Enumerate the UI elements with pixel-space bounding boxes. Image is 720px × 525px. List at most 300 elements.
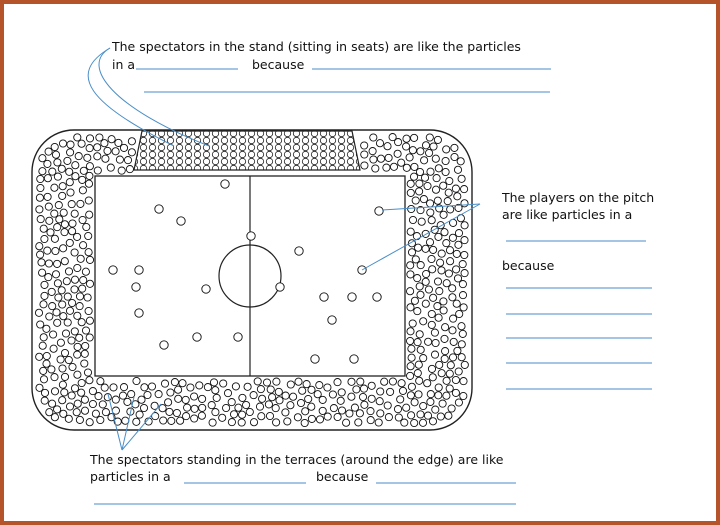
terrace-spectator	[107, 164, 114, 171]
terrace-spectator	[212, 409, 219, 416]
player	[247, 232, 255, 240]
stadium-diagram	[4, 4, 716, 521]
terrace-spectator	[406, 154, 413, 161]
terrace-spectator	[438, 370, 445, 377]
terrace-spectator	[421, 157, 428, 164]
terrace-spectator	[208, 402, 215, 409]
terrace-spectator	[308, 403, 315, 410]
terrace-spectator	[413, 233, 420, 240]
terrace-spectator	[66, 403, 73, 410]
terrace-spectator	[287, 381, 294, 388]
terrace-spectator	[376, 398, 383, 405]
terrace-spectator	[85, 249, 92, 256]
terrace-spectator	[440, 182, 447, 189]
player	[221, 180, 229, 188]
terrace-spectator	[246, 408, 253, 415]
terrace-spectator	[447, 258, 454, 265]
terrace-spectator	[435, 165, 442, 172]
terrace-spectator	[282, 409, 289, 416]
terrace-spectator	[376, 140, 383, 147]
terrace-spectator	[426, 134, 433, 141]
player	[295, 247, 303, 255]
terrace-spectator	[76, 334, 83, 341]
terrace-spectator	[439, 400, 446, 407]
terrace-spectator	[453, 300, 460, 307]
terrace-spectator	[432, 406, 439, 413]
terrace-spectator	[454, 166, 461, 173]
terrace-spectator	[257, 386, 264, 393]
terrace-spectator	[82, 342, 89, 349]
terrace-spectator	[99, 401, 106, 408]
terrace-spectator	[348, 378, 355, 385]
terrace-spectator	[428, 321, 435, 328]
terrace-spectator	[232, 383, 239, 390]
terrace-spectator	[128, 391, 135, 398]
terrace-spectator	[275, 388, 282, 395]
terrace-spectator	[377, 388, 384, 395]
terrace-spectator	[360, 385, 367, 392]
terrace-spectator	[441, 355, 448, 362]
terrace-spectator	[102, 409, 109, 416]
terrace-spectator	[409, 147, 416, 154]
terrace-spectator	[199, 395, 206, 402]
terrace-spectator	[43, 352, 50, 359]
terrace-spectator	[36, 384, 43, 391]
terrace-spectator	[71, 286, 78, 293]
terrace-spectator	[266, 412, 273, 419]
terrace-spectator	[65, 268, 72, 275]
terrace-spectator	[442, 157, 449, 164]
terrace-spectator	[54, 280, 61, 287]
terrace-spectator	[361, 162, 368, 169]
terrace-spectator	[387, 388, 394, 395]
terrace-spectator	[408, 205, 415, 212]
terrace-spectator	[39, 342, 46, 349]
terrace-spectator	[446, 385, 453, 392]
terrace-spectator	[148, 383, 155, 390]
terrace-spectator	[228, 419, 235, 426]
terrace-spectator	[324, 384, 331, 391]
terrace-spectator	[191, 393, 198, 400]
terrace-spectator	[61, 221, 68, 228]
terrace-spectator	[219, 414, 226, 421]
terrace-spectator	[41, 281, 48, 288]
terrace-spectator	[461, 270, 468, 277]
terrace-spectator	[408, 354, 415, 361]
terrace-spectator	[394, 150, 401, 157]
terrace-spectator	[40, 301, 47, 308]
terrace-spectator	[61, 373, 68, 380]
terrace-spectator	[45, 148, 52, 155]
terrace-spectator	[450, 315, 457, 322]
terrace-spectator	[235, 404, 242, 411]
terrace-spectator	[308, 386, 315, 393]
terrace-spectator	[77, 200, 84, 207]
terrace-spectator	[452, 185, 459, 192]
terrace-spectator	[427, 168, 434, 175]
terrace-spectator	[86, 172, 93, 179]
terrace-spectator	[441, 229, 448, 236]
terrace-spectator	[407, 337, 414, 344]
terrace-spectator	[74, 264, 81, 271]
terrace-spectator	[171, 379, 178, 386]
terrace-spectator	[414, 275, 421, 282]
terrace-spectator	[287, 402, 294, 409]
terrace-spectator	[86, 317, 93, 324]
terrace-spectator	[455, 241, 462, 248]
pitch-question-line2: are like particles in a	[502, 207, 633, 222]
terrace-spectator	[452, 376, 459, 383]
player	[350, 355, 358, 363]
terrace-spectator	[458, 323, 465, 330]
terrace-spectator	[461, 237, 468, 244]
terrace-spectator	[72, 173, 79, 180]
terrace-spectator	[82, 327, 89, 334]
terrace-spectator	[258, 413, 265, 420]
terrace-spectator	[276, 397, 283, 404]
terrace-spectator	[427, 398, 434, 405]
terrace-spectator	[84, 294, 91, 301]
terrace-spectator	[71, 276, 78, 283]
terrace-spectator	[45, 203, 52, 210]
terrace-spectator	[452, 389, 459, 396]
terrace-spectator	[426, 149, 433, 156]
terrace-spectator	[59, 301, 66, 308]
player	[276, 283, 284, 291]
terrace-spectator	[430, 246, 437, 253]
terrace-spectator	[454, 193, 461, 200]
terrace-spectator	[50, 345, 57, 352]
terrace-spectator	[101, 384, 108, 391]
terrace-spectator	[370, 156, 377, 163]
terrace-spectator	[428, 310, 435, 317]
terrace-spectator	[52, 271, 59, 278]
terrace-spectator	[361, 142, 368, 149]
terrace-spectator	[377, 410, 384, 417]
terrace-spectator	[209, 419, 216, 426]
terrace-spectator	[449, 354, 456, 361]
terrace-spectator	[454, 347, 461, 354]
terrace-spectator	[55, 202, 62, 209]
stand-question-prefix: in a	[112, 57, 136, 72]
terrace-spectator	[58, 165, 65, 172]
terrace-spectator	[37, 184, 44, 191]
terrace-spectator	[191, 405, 198, 412]
terrace-spectator	[116, 156, 123, 163]
terrace-spectator	[78, 389, 85, 396]
terrace-spectator	[89, 400, 96, 407]
terrace-spectator	[444, 198, 451, 205]
terrace-spectator	[416, 188, 423, 195]
terrace-spectator	[62, 330, 69, 337]
terrace-spectator	[403, 135, 410, 142]
terraces-question-line1: The spectators standing in the terraces (around the edge) are like	[90, 452, 504, 467]
terrace-spectator	[220, 380, 227, 387]
terrace-spectator	[256, 403, 263, 410]
terrace-spectator	[361, 401, 368, 408]
terrace-spectator	[60, 410, 67, 417]
terrace-spectator	[297, 399, 304, 406]
player	[135, 309, 143, 317]
terrace-spectator	[294, 414, 301, 421]
terrace-spectator	[198, 412, 205, 419]
terrace-spectator	[36, 206, 43, 213]
terrace-spectator	[446, 177, 453, 184]
terrace-spectator	[427, 209, 434, 216]
terrace-spectator	[167, 389, 174, 396]
terrace-spectator	[69, 220, 76, 227]
terrace-spectator	[40, 225, 47, 232]
terrace-spectator	[177, 417, 184, 424]
terrace-spectator	[166, 408, 173, 415]
terrace-spectator	[437, 259, 444, 266]
terrace-spectator	[415, 391, 422, 398]
terrace-spectator	[372, 165, 379, 172]
terrace-spectator	[59, 140, 66, 147]
terrace-spectator	[59, 397, 66, 404]
terrace-spectator	[407, 262, 414, 269]
player	[109, 266, 117, 274]
player	[160, 341, 168, 349]
terrace-spectator	[407, 228, 414, 235]
terrace-spectator	[443, 377, 450, 384]
terrace-spectator	[254, 378, 261, 385]
terrace-spectator	[445, 189, 452, 196]
terrace-spectator	[425, 338, 432, 345]
terrace-spectator	[436, 361, 443, 368]
terrace-spectator	[302, 408, 309, 415]
terrace-spectator	[43, 325, 50, 332]
terrace-spectator	[40, 367, 47, 374]
terrace-spectator	[431, 351, 438, 358]
terrace-spectator	[408, 412, 415, 419]
terrace-spectator	[52, 247, 59, 254]
terrace-spectator	[38, 259, 45, 266]
terrace-spectator	[407, 363, 414, 370]
terrace-spectator	[66, 239, 73, 246]
pitch-question-line1: The players on the pitch	[502, 190, 655, 205]
player	[348, 293, 356, 301]
terrace-spectator	[175, 386, 182, 393]
terrace-spectator	[40, 334, 47, 341]
terrace-spectator	[84, 369, 91, 376]
terrace-spectator	[453, 266, 460, 273]
terrace-spectator	[244, 383, 251, 390]
terrace-spectator	[94, 167, 101, 174]
terrace-spectator	[45, 260, 52, 267]
terrace-spectator	[110, 384, 117, 391]
terrace-spectator	[407, 372, 414, 379]
terrace-spectator	[459, 292, 466, 299]
terrace-spectator	[59, 183, 66, 190]
terrace-spectator	[120, 384, 127, 391]
terrace-spectator	[369, 148, 376, 155]
terrace-spectator	[112, 396, 119, 403]
terrace-spectator	[426, 239, 433, 246]
terrace-spectator	[64, 157, 71, 164]
player	[177, 217, 185, 225]
terrace-spectator	[52, 151, 59, 158]
terrace-spectator	[94, 153, 101, 160]
terrace-spectator	[115, 139, 122, 146]
terrace-spectator	[243, 401, 250, 408]
terrace-spectator	[48, 288, 55, 295]
terrace-spectator	[74, 351, 81, 358]
terrace-spectator	[416, 283, 423, 290]
terrace-spectator	[409, 216, 416, 223]
terrace-spectator	[443, 280, 450, 287]
terrace-spectator	[36, 243, 43, 250]
terrace-spectator	[238, 419, 245, 426]
terrace-spectator	[65, 356, 72, 363]
terrace-spectator	[81, 407, 88, 414]
terrace-spectator	[47, 229, 54, 236]
terrace-spectator	[79, 187, 86, 194]
terrace-spectator	[417, 148, 424, 155]
terrace-spectator	[213, 394, 220, 401]
terrace-spectator	[41, 292, 48, 299]
terrace-spectator	[403, 143, 410, 150]
terrace-spectator	[390, 163, 397, 170]
terrace-spectator	[460, 304, 467, 311]
terrace-spectator	[442, 348, 449, 355]
terrace-spectator	[457, 158, 464, 165]
terrace-spectator	[408, 383, 415, 390]
terraces-question-because: because	[316, 469, 369, 484]
terrace-spectator	[81, 350, 88, 357]
terrace-spectator	[97, 378, 104, 385]
terrace-spectator	[76, 303, 83, 310]
terrace-spectator	[118, 167, 125, 174]
terrace-spectator	[409, 320, 416, 327]
terrace-spectator	[86, 145, 93, 152]
terrace-spectator	[411, 399, 418, 406]
terrace-spectator	[67, 189, 74, 196]
terrace-spectator	[54, 224, 61, 231]
terrace-spectator	[433, 175, 440, 182]
terrace-spectator	[421, 174, 428, 181]
terrace-spectator	[461, 186, 468, 193]
terrace-spectator	[432, 155, 439, 162]
terrace-spectator	[316, 382, 323, 389]
terrace-spectator	[407, 328, 414, 335]
terrace-spectator	[314, 391, 321, 398]
terrace-spectator	[128, 138, 135, 145]
terrace-spectator	[417, 411, 424, 418]
player	[234, 333, 242, 341]
terrace-spectator	[66, 179, 73, 186]
terrace-spectator	[102, 155, 109, 162]
terrace-spectator	[329, 391, 336, 398]
terrace-spectator	[422, 142, 429, 149]
terrace-spectator	[424, 380, 431, 387]
terrace-spectator	[295, 378, 302, 385]
terrace-spectator	[126, 166, 133, 173]
terrace-spectator	[443, 240, 450, 247]
terrace-spectator	[455, 230, 462, 237]
terrace-spectator	[440, 298, 447, 305]
terrace-spectator	[175, 395, 182, 402]
terrace-spectator	[348, 393, 355, 400]
terrace-spectator	[228, 399, 235, 406]
terrace-spectator	[54, 319, 61, 326]
terrace-spectator	[368, 395, 375, 402]
terrace-spectator	[39, 155, 46, 162]
terrace-spectator	[94, 144, 101, 151]
terrace-spectator	[75, 153, 82, 160]
terrace-spectator	[412, 197, 419, 204]
terrace-spectator	[71, 385, 78, 392]
terrace-spectator	[385, 154, 392, 161]
terrace-spectator	[86, 211, 93, 218]
terrace-spectator	[411, 297, 418, 304]
terrace-spectator	[434, 197, 441, 204]
terrace-spectator	[63, 278, 70, 285]
terrace-spectator	[447, 362, 454, 369]
terrace-spectator	[420, 196, 427, 203]
terrace-spectator	[265, 401, 272, 408]
terrace-spectator	[58, 287, 65, 294]
terrace-spectator	[41, 235, 48, 242]
seated-stand	[134, 131, 360, 170]
terrace-spectator	[212, 387, 219, 394]
terrace-spectator	[168, 417, 175, 424]
terrace-spectator	[446, 247, 453, 254]
terrace-spectator	[417, 291, 424, 298]
terrace-spectator	[112, 148, 119, 155]
terrace-spectator	[420, 318, 427, 325]
terrace-spectator	[85, 232, 92, 239]
terrace-spectator	[239, 394, 246, 401]
terrace-spectator	[60, 245, 67, 252]
terrace-spectator	[434, 136, 441, 143]
terrace-spectator	[78, 379, 85, 386]
terrace-spectator	[124, 398, 131, 405]
terrace-spectator	[367, 408, 374, 415]
terrace-spectator	[432, 339, 439, 346]
terrace-spectator	[78, 319, 85, 326]
terrace-spectator	[136, 411, 143, 418]
terrace-spectator	[368, 382, 375, 389]
terrace-spectator	[403, 404, 410, 411]
terrace-spectator	[68, 337, 75, 344]
terrace-spectator	[461, 200, 468, 207]
terrace-spectator	[301, 419, 308, 426]
terrace-spectator	[39, 168, 46, 175]
terrace-spectator	[459, 330, 466, 337]
terrace-spectator	[51, 210, 58, 217]
terrace-spectator	[77, 255, 84, 262]
terrace-spectator	[204, 384, 211, 391]
terrace-spectator	[76, 416, 83, 423]
terrace-spectator	[51, 414, 58, 421]
terrace-spectator	[101, 140, 108, 147]
terrace-spectator	[86, 163, 93, 170]
terrace-spectator	[359, 393, 366, 400]
terrace-spectator	[61, 389, 68, 396]
terrace-spectator	[239, 411, 246, 418]
terrace-spectator	[66, 307, 73, 314]
terrace-spectator	[455, 399, 462, 406]
terrace-spectator	[72, 162, 79, 169]
terrace-spectator	[407, 392, 414, 399]
terrace-spectator	[417, 346, 424, 353]
player	[202, 285, 210, 293]
terrace-spectator	[74, 400, 81, 407]
terrace-spectator	[459, 261, 466, 268]
terrace-spectator	[250, 392, 257, 399]
terrace-spectator	[81, 396, 88, 403]
